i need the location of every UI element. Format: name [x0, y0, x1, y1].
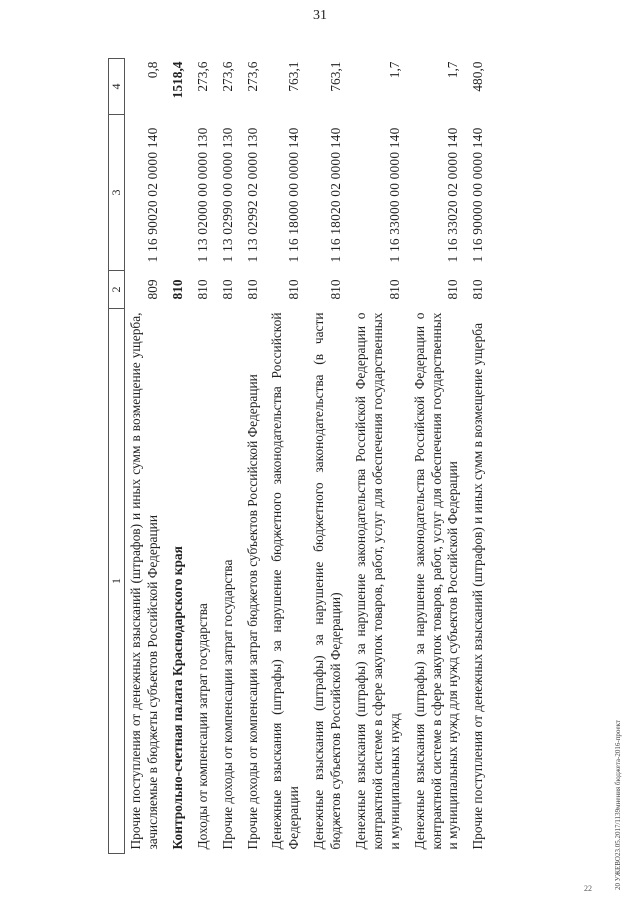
header-col-3: 3 [109, 115, 125, 271]
header-col-2: 2 [109, 271, 125, 309]
table-row [266, 59, 308, 854]
header-col-4: 4 [109, 59, 125, 115]
table-row [350, 59, 409, 854]
table-row [125, 59, 167, 854]
table-row [308, 59, 350, 854]
row-budget-code: 1 13 02992 02 0000 130 [244, 127, 260, 263]
table-header-row [109, 59, 125, 854]
row-admin-code: 810 [169, 279, 185, 300]
header-col-1: 1 [109, 309, 125, 854]
table-row [216, 59, 241, 854]
row-budget-code: 1 16 18020 02 0000 140 [328, 127, 344, 263]
footer-reference [614, 600, 628, 890]
row-name: Прочие доходы от компенсации затрат государства [219, 559, 235, 850]
row-name: Прочие поступления от денежных взысканий (штрафов) и иных сумм в возмещение ущерба [470, 322, 486, 850]
row-name: Денежные взыскания (штрафы) за нарушение бюджетного законодательства Российской Федерации [269, 312, 302, 850]
row-value: 273,6 [244, 61, 260, 92]
row-name: Денежные взыскания (штрафы) за нарушение законодательства Российской Федерации о контрактной системе в сфере закупок товаров, работ, услуг для обеспечения государственных и муниципальных нужд для нужд субъектов Российской Федерации [411, 312, 461, 850]
row-budget-code: 1 16 18000 00 0000 140 [286, 127, 302, 263]
row-budget-code: 1 13 02000 00 0000 130 [194, 127, 210, 263]
row-name: Контрольно-счетная палата Краснодарского края [169, 546, 185, 850]
row-budget-code [166, 115, 191, 271]
row-name: Денежные взыскания (штрафы) за нарушение законодательства Российской Федерации о контрактной системе в сфере закупок товаров, работ, услуг для обеспечения государственных и муниципальных нужд [353, 312, 402, 850]
row-value: 273,6 [219, 61, 235, 92]
footer-reference-text: 20 УЖЕВО23.05.2017/1139мнения бюджета-2016-проект [614, 720, 622, 890]
row-admin-code: 810 [470, 279, 486, 300]
table-row [166, 59, 191, 854]
row-name: Денежные взыскания (штрафы) за нарушение бюджетного законодательства (в части бюджетов субъектов Российской Федерации) [311, 312, 344, 850]
rotated-table-container [108, 59, 606, 854]
table-row [408, 59, 467, 854]
row-budget-code: 1 16 90000 00 0000 140 [470, 127, 486, 263]
row-budget-code: 1 16 33020 02 0000 140 [445, 127, 461, 263]
row-admin-code: 810 [219, 279, 235, 300]
row-value: 480,0 [470, 61, 486, 92]
row-admin-code: 810 [194, 279, 210, 300]
row-budget-code: 1 13 02990 00 0000 130 [219, 127, 235, 263]
row-value: 1,7 [386, 61, 402, 79]
row-budget-code: 1 16 90020 02 0000 140 [145, 127, 160, 263]
revenue-table [108, 58, 491, 854]
row-admin-code: 810 [445, 279, 461, 300]
table-row [241, 59, 266, 854]
table-row [467, 59, 491, 854]
row-admin-code: 810 [328, 279, 344, 300]
corner-mark: 22 [584, 884, 592, 893]
row-value: 1,7 [445, 61, 461, 79]
row-budget-code: 1 16 33000 00 0000 140 [386, 127, 402, 263]
table-row [191, 59, 216, 854]
row-admin-code: 810 [286, 279, 302, 300]
row-value: 763,1 [286, 61, 302, 92]
row-admin-code: 810 [244, 279, 260, 300]
page-number: 31 [313, 8, 327, 23]
row-name: Доходы от компенсации затрат государства [194, 603, 210, 850]
row-value: 763,1 [328, 61, 344, 92]
row-name: Прочие доходы от компенсации затрат бюджетов субъектов Российской Федерации [244, 374, 260, 850]
row-name: Прочие поступления от денежных взысканий (штрафов) и иных сумм в возмещение ущерба, зачисляемые в бюджеты субъектов Российской Федерации [128, 312, 160, 850]
row-value: 273,6 [194, 61, 210, 92]
row-admin-code: 810 [386, 279, 402, 300]
row-admin-code: 809 [145, 279, 160, 300]
row-value: 1518,4 [169, 61, 185, 99]
row-value: 0,8 [145, 61, 160, 79]
